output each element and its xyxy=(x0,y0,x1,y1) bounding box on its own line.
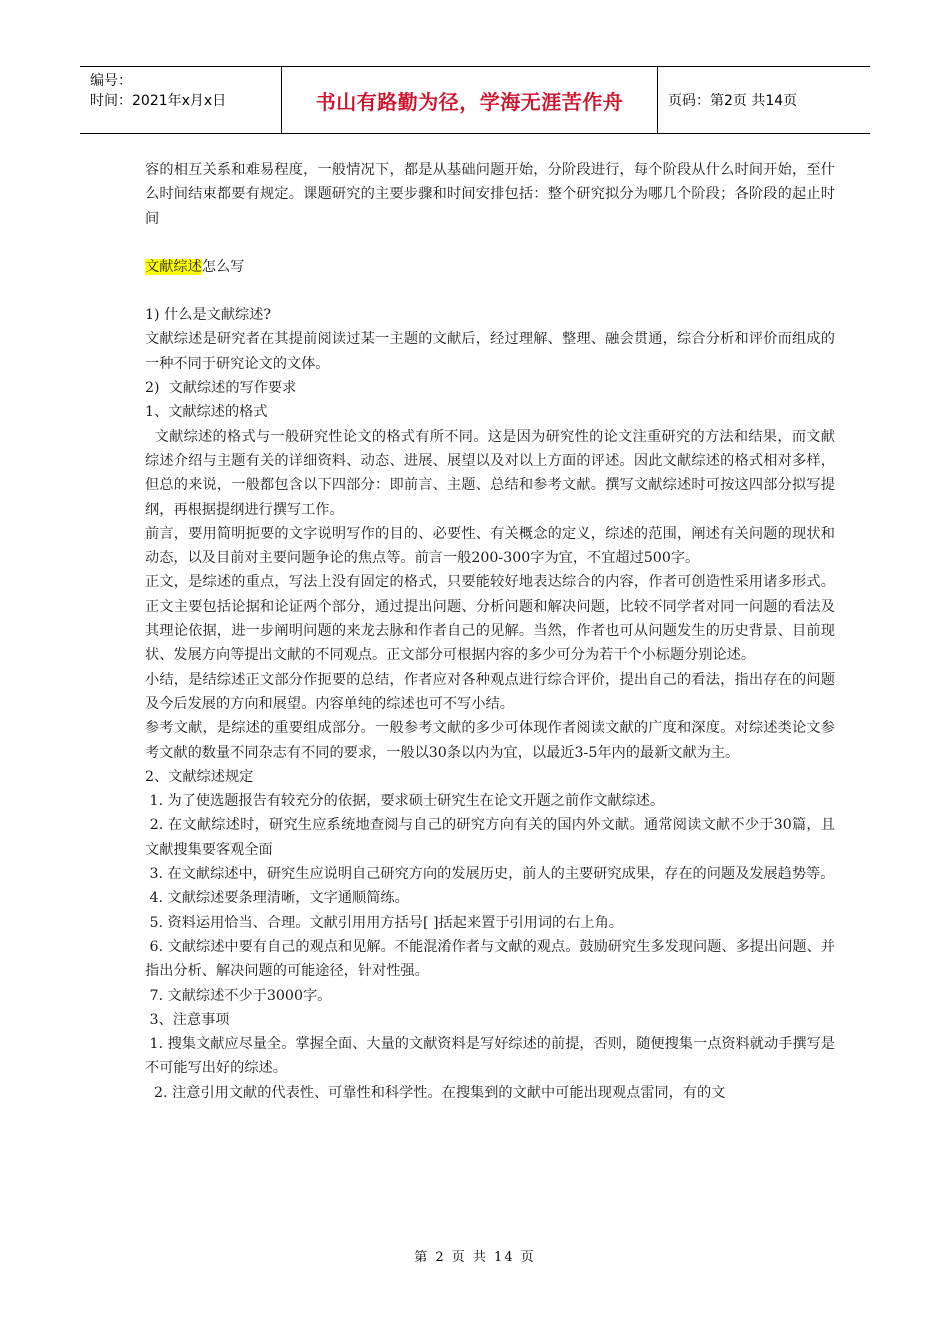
paragraph: 2) 文献综述的写作要求 xyxy=(145,380,297,397)
section-title-rest: 怎么写 xyxy=(201,258,245,275)
paragraph: 4. 文献综述要条理清晰，文字通顺简练。 xyxy=(145,890,409,907)
paragraph: 参考文献，是综述的重要组成部分。一般参考文献的多少可体现作者阅读文献的广度和深度。对综述类论文参考文献的数量不同杂志有不同的要求，一般以30条以内为宜，以最近3-5年内的最新文献为主。 xyxy=(145,720,835,761)
intro-paragraph: 容的相互关系和难易程度，一般情况下，都是从基础问题开始，分阶段进行，每个阶段从什么时间开始，至什么时间结束都要有规定。课题研究的主要步骤和时间安排包括：整个研究拟分为哪几个阶段；各阶段的起止时间 xyxy=(145,162,835,227)
paragraph: 3. 在文献综述中，研究生应说明自己研究方向的发展历史，前人的主要研究成果，存在的问题及发展趋势等。 xyxy=(145,866,835,883)
document-body xyxy=(145,158,835,1105)
section-title xyxy=(145,255,835,279)
section-title-highlight: 文献综述 xyxy=(145,258,202,275)
paragraph: 2. 在文献综述时，研究生应系统地查阅与自己的研究方向有关的国内外文献。通常阅读文献不少于30篇，且文献搜集要客观全面 xyxy=(145,817,835,858)
page-footer: 第 2 页 共 14 页 xyxy=(414,1250,536,1265)
paragraph: 1. 为了使选题报告有较充分的依据，要求硕士研究生在论文开题之前作文献综述。 xyxy=(145,793,665,810)
header-number-label: 编号： xyxy=(90,73,132,89)
paragraph: 文献综述是研究者在其提前阅读过某一主题的文献后，经过理解、整理、融会贯通，综合分析和评价而组成的一种不同于研究论文的文体。 xyxy=(145,331,835,372)
paragraph: 前言，要用简明扼要的文字说明写作的目的、必要性、有关概念的定义，综述的范围，阐述有关问题的现状和动态，以及目前对主要问题争论的焦点等。前言一般200-300字为宜，不宜超过500字。 xyxy=(145,525,835,567)
paragraph: 7. 文献综述不少于3000字。 xyxy=(145,987,332,1004)
page-header xyxy=(80,66,870,134)
header-meta xyxy=(80,67,282,133)
header-date-label: 时间：2021年x月x日 xyxy=(90,93,227,109)
header-page-info: 页码：第2页 共14页 xyxy=(668,93,798,109)
header-motto: 书山有路勤为径，学海无涯苦作舟 xyxy=(282,67,658,133)
paragraph: 1、文献综述的格式 xyxy=(145,404,268,421)
paragraph: 1. 搜集文献应尽量全。掌握全面、大量的文献资料是写好综述的前提，否则，随便搜集一点资料就动手撰写是不可能写出好的综述。 xyxy=(145,1036,835,1077)
paragraph: 5. 资料运用恰当、合理。文献引用用方括号[ ]括起来置于引用词的右上角。 xyxy=(145,914,623,931)
paragraph: 正文，是综述的重点，写法上没有固定的格式，只要能较好地表达综合的内容，作者可创造性采用诸多形式。正文主要包括论据和论证两个部分，通过提出问题、分析问题和解决问题，比较不同学者对同一问题的看法及其理论依据，进一步阐明问题的来龙去脉和作者自己的见解。当然，作者也可从问题发生的历史背景、目前现状、发展方向等提出文献的不同观点。正文部分可根据内容的多少可分为若干个小标题分别论述。 xyxy=(145,574,835,664)
paragraph: 6. 文献综述中要有自己的观点和见解。不能混淆作者与文献的观点。鼓励研究生多发现问题、多提出问题、并指出分析、解决问题的可能途径，针对性强。 xyxy=(145,938,835,980)
paragraph: 1) 什么是文献综述? xyxy=(145,307,271,324)
paragraph: 小结，是结综述正文部分作扼要的总结，作者应对各种观点进行综合评价，提出自己的看法，指出存在的问题及今后发展的方向和展望。内容单纯的综述也可不写小结。 xyxy=(145,671,835,712)
paragraph: 2. 注意引用文献的代表性、可靠性和科学性。在搜集到的文献中可能出现观点雷同，有的文 xyxy=(145,1084,726,1101)
paragraph: 2、文献综述规定 xyxy=(145,768,254,785)
paragraph: 文献综述的格式与一般研究性论文的格式有所不同。这是因为研究性的论文注重研究的方法和结果，而文献综述介绍与主题有关的详细资料、动态、进展、展望以及对以上方面的评述。因此文献综述的格式相对多样，但总的来说，一般都包含以下四部分：即前言、主题、总结和参考文献。撰写文献综述时可按这四部分拟写提纲，再根据提纲进行撰写工作。 xyxy=(145,428,835,518)
paragraph: 3、注意事项 xyxy=(145,1011,230,1028)
